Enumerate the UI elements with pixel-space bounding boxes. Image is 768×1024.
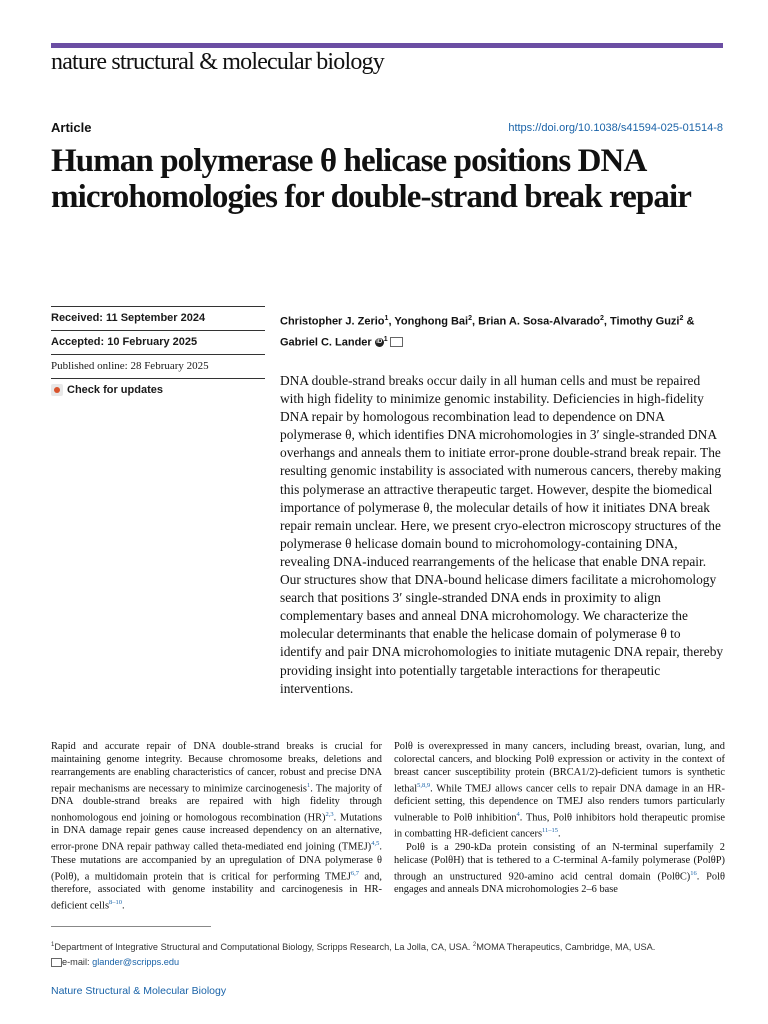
affiliation-ref: 2 bbox=[468, 315, 472, 322]
body-paragraph: Polθ is overexpressed in many cancers, including breast, ovarian, lung, and colorectal cancers, and blocking Polθ expression or activity in the context of breast cancer susceptibility protein (BRCA1/2)-deficient tumors is synthetic lethal$^{5,8,9}$. While TMEJ allows cancer cells to repair DNA damage in an HR-deficient setting, this dependence on TMEJ also renders tumors particularly vulnerable to Polθ inhibition$^4$. Thus, Polθ inhibitors hold therapeutic promise in combatting HR-deficient cancers$^{11-15}$. bbox=[394, 741, 725, 840]
abstract bbox=[280, 372, 725, 698]
received-date: Received: 11 September 2024 bbox=[51, 306, 265, 331]
citation-link[interactable]: 4,5 bbox=[371, 840, 380, 848]
citation-link[interactable]: 5,8,9 bbox=[417, 781, 431, 789]
author-name[interactable]: Gabriel C. Lander bbox=[280, 336, 372, 349]
journal-name: nature structural & molecular biology bbox=[51, 49, 384, 75]
citation-link[interactable]: 8–10 bbox=[109, 898, 122, 906]
citation-link[interactable]: 1 bbox=[306, 781, 311, 789]
affiliation-ref: 2 bbox=[679, 315, 684, 322]
email-icon bbox=[51, 958, 62, 967]
author-name[interactable]: Brian A. Sosa-Alvarado bbox=[478, 315, 600, 328]
footer-journal-name: Nature Structural & Molecular Biology bbox=[51, 985, 227, 997]
citation-link[interactable]: 6,7 bbox=[350, 869, 360, 877]
author-name[interactable]: Yonghong Bai bbox=[394, 315, 469, 328]
published-date: Published online: 28 February 2025 bbox=[51, 355, 265, 379]
contact-email-row: e-mail: glander@scripps.edu bbox=[51, 955, 731, 970]
check-updates-button[interactable] bbox=[51, 384, 163, 396]
body-paragraph: Polθ is a 290-kDa protein consisting of an N-terminal superfamily 2 helicase (PolθH) that is tethered to a C-terminal A-family polymerase (PolθP) through an unstructured 920-amino acid central domain $(Pol\theta C)^{16}$. Polθ engages and anneals DNA microhomologies 2–6 base bbox=[394, 841, 725, 895]
article-title: Human polymerase θ helicase positions DNA microhomologies for double-strand break repair bbox=[51, 143, 691, 215]
citation-link[interactable]: 2,3 bbox=[325, 811, 334, 818]
footnote-divider bbox=[51, 926, 211, 927]
citation-link[interactable]: 16 bbox=[690, 869, 697, 877]
affiliations-footnote bbox=[51, 938, 731, 969]
affiliation-ref: 2 bbox=[599, 315, 604, 322]
body-paragraph: Rapid and accurate repair of DNA double-strand breaks is crucial for maintaining genome integrity. Because chromosome breaks, deletions and rearrangements are enabling characteristics of cancer, robust and precise DNA repair mechanisms are necessary to minimize carcinogenesis$^1$. The majority of DNA double-strand breaks are repaired with high fidelity through nonhomologous end joining or homologous recombination (HR)$^{2,3}$. Mutations in DNA damage repair genes cause increased dependency on an alternative, error-prone DNA repair pathway called theta-mediated end joining (TMEJ)$^{4,5}$. These mutations are accompanied by an upregulation of DNA polymerase θ (Polθ), a multidomain protein that is critical for performing TMEJ$^{6,7}$ and, therefore, associated with genome instability and carcinogenesis in HR-deficient cells$^{8-10}$. bbox=[51, 741, 383, 912]
abstract-text: DNA double-strand breaks occur daily in all human cells and must be repaired with high fidelity to minimize genomic instability. Deficiencies in high-fidelity DNA repair by homologous recombination lead to dependence on DNA polymerase θ, which identifies DNA microhomologies in 3′ single-stranded DNA overhangs and anneals them to initiate error-prone double-strand break repair. The resulting genomic instability is associated with numerous cancers, thereby making this polymerase an attractive therapeutic target. However, despite the biomedical importance of polymerase θ, the molecular details of how it initiates DNA break repair remain unclear. Here, we present cryo-electron microscopy structures of the polymerase θ helicase domain bound to microhomology-containing DNA, revealing DNA-induced rearrangements of the helicase that enable DNA repair. Our structures show that DNA-bound helicase dimers facilitate a microhomology search that positions 3′ single-stranded DNA ends in proximity to align complementary bases and anneal DNA microhomology. We characterize the molecular determinants that enable the helicase domain of polymerase θ to identify and pair DNA microhomologies to initiate mutagenic DNA repair, thereby providing insight into potentially targetable interactions for therapeutic interventions. bbox=[280, 373, 724, 696]
author-conjunction: & bbox=[686, 315, 695, 328]
author-list: Christopher J. Zerio$^1$, Yonghong Bai$^2$, Brian A. Sosa-Alvarado$^2$, Timothy Guzi$^2$ & Gabriel C. Lander iD $^1$ bbox=[280, 315, 695, 349]
check-updates-icon bbox=[51, 384, 63, 396]
body-column-left bbox=[51, 741, 382, 913]
accepted-date: Accepted: 10 February 2025 bbox=[51, 331, 265, 355]
affiliation-ref: 1 bbox=[384, 315, 389, 322]
author-name[interactable]: Christopher J. Zerio bbox=[280, 315, 385, 328]
doi-link[interactable]: https://doi.org/10.1038/s41594-025-01514-8 bbox=[508, 122, 723, 134]
citation-link[interactable]: 11–15 bbox=[542, 827, 559, 835]
orcid-icon[interactable]: iD bbox=[376, 338, 383, 345]
check-updates-label: Check for updates bbox=[67, 384, 163, 396]
affiliations: $^1$Department of Integrative Structural and Computational Biology, Scripps Research, La Jolla, CA, USA. $^2$MOMA Therapeutics, Cambridge, MA, USA. bbox=[51, 942, 656, 953]
citation-link[interactable]: 4 bbox=[516, 811, 520, 818]
contact-email-link[interactable]: glander@scripps.edu bbox=[92, 956, 180, 967]
email-icon[interactable] bbox=[390, 337, 403, 347]
publication-dates bbox=[51, 306, 265, 405]
affiliation-ref: 1 bbox=[383, 335, 388, 343]
check-updates-row bbox=[51, 379, 265, 405]
body-column-right bbox=[394, 741, 725, 897]
author-name[interactable]: Timothy Guzi bbox=[610, 315, 680, 328]
article-type: Article bbox=[51, 120, 92, 135]
journal-accent-bar bbox=[51, 43, 723, 48]
